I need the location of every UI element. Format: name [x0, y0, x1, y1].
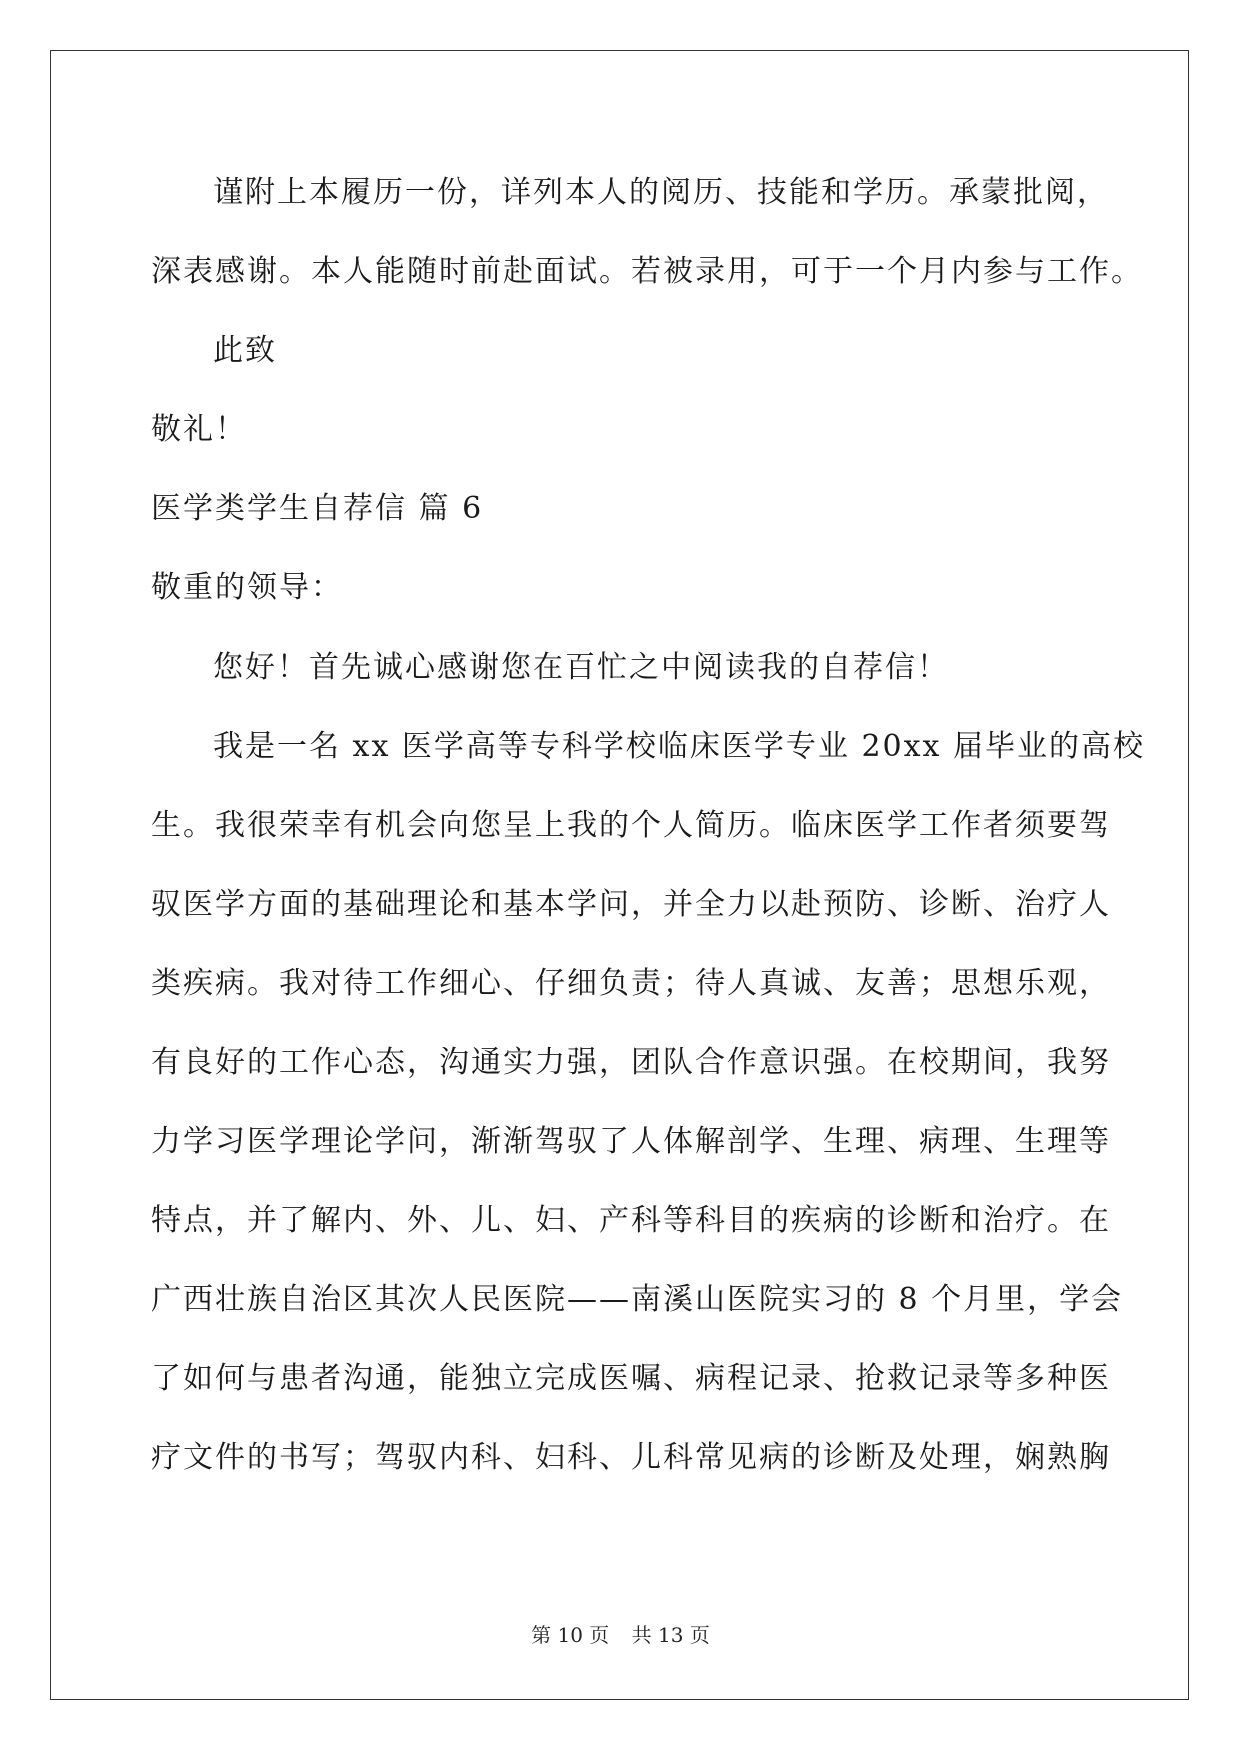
body-line-1: 谨附上本履历一份，详列本人的阅历、技能和学历。承蒙批阅，: [213, 175, 1109, 210]
body-line-8: 有良好的工作心态，沟通实力强，团队合作意识强。在校期间，我努: [151, 1045, 1111, 1080]
salutation: 敬礼！: [151, 412, 247, 447]
body-line-9: 力学习医学理论学问，渐渐驾驭了人体解剖学、生理、病理、生理等: [151, 1124, 1111, 1159]
body-line-10: 特点，并了解内、外、儿、妇、产科等科目的疾病的诊断和治疗。在: [151, 1203, 1111, 1238]
body-line-2: 深表感谢。本人能随时前赴面试。若被录用，可于一个月内参与工作。: [151, 254, 1143, 289]
page-total: 共 13 页: [631, 1623, 710, 1647]
body-line-6: 驭医学方面的基础理论和基本学问，并全力以赴预防、诊断、治疗人: [151, 887, 1111, 922]
page-footer: [0, 1622, 1241, 1648]
page-number: 第 10 页: [531, 1623, 610, 1647]
section-title: 医学类学生自荐信 篇 6: [151, 491, 484, 526]
closing-phrase: 此致: [213, 333, 277, 368]
body-line-4: 我是一名 xx 医学高等专科学校临床医学专业 20xx 届毕业的高校: [213, 729, 1145, 764]
greeting: 敬重的领导：: [151, 570, 343, 605]
body-line-13: 疗文件的书写；驾驭内科、妇科、儿科常见病的诊断及处理，娴熟胸: [151, 1440, 1111, 1475]
body-line-5: 生。我很荣幸有机会向您呈上我的个人简历。临床医学工作者须要驾: [151, 808, 1111, 843]
body-line-12: 了如何与患者沟通，能独立完成医嘱、病程记录、抢救记录等多种医: [151, 1361, 1111, 1396]
body-line-11: 广西壮族自治区其次人民医院——南溪山医院实习的 8 个月里，学会: [151, 1282, 1124, 1317]
body-line-7: 类疾病。我对待工作细心、仔细负责；待人真诚、友善；思想乐观，: [151, 966, 1111, 1001]
body-line-3: 您好！首先诚心感谢您在百忙之中阅读我的自荐信！: [213, 650, 949, 685]
